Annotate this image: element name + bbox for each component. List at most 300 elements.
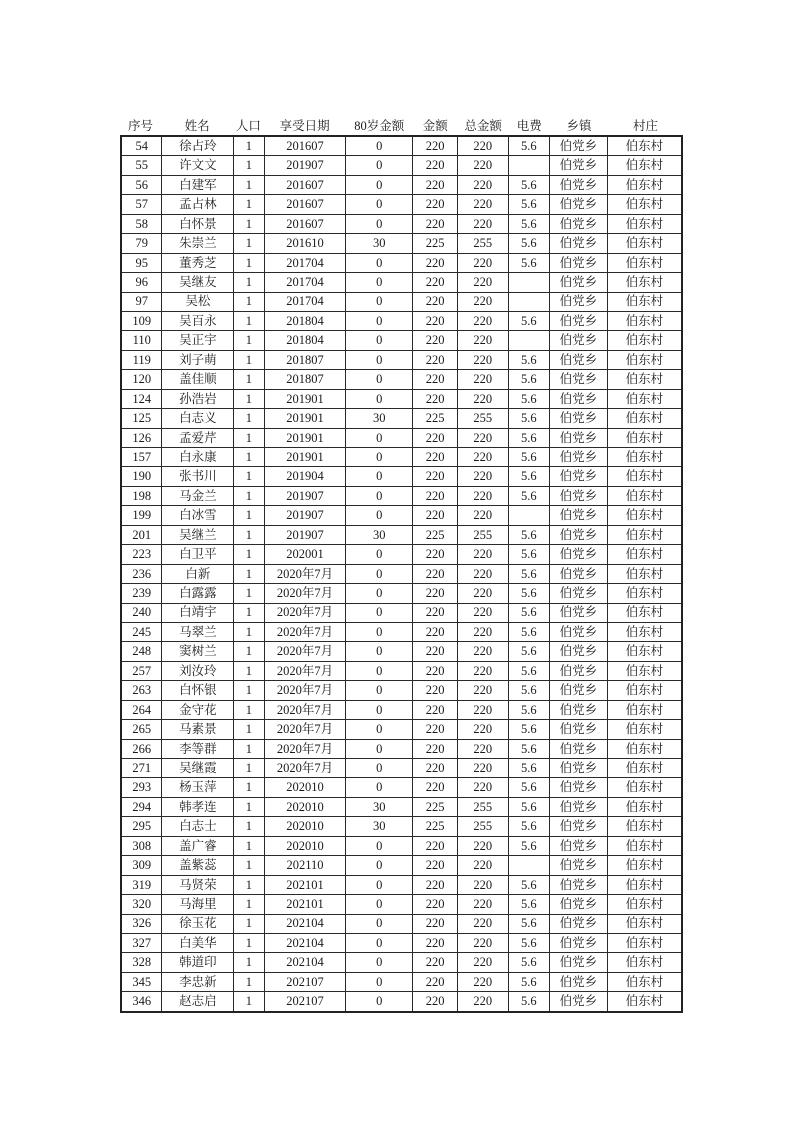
- cell-total: 255: [458, 234, 508, 253]
- cell-fee: 5.6: [508, 545, 550, 564]
- cell-amount: 220: [413, 759, 458, 778]
- cell-name: 许文文: [162, 156, 234, 175]
- cell-name: 孟占林: [162, 195, 234, 214]
- cell-name: 白志义: [162, 409, 234, 428]
- cell-name: 白靖宇: [162, 603, 234, 622]
- cell-date: 202110: [264, 856, 346, 875]
- cell-amount80: 30: [346, 817, 413, 836]
- cell-date: 202104: [264, 933, 346, 952]
- cell-no: 345: [121, 972, 162, 991]
- cell-township: 伯党乡: [550, 642, 608, 661]
- cell-name: 白永康: [162, 448, 234, 467]
- table-row: [121, 273, 682, 292]
- cell-village: 伯东村: [607, 311, 682, 330]
- cell-no: 199: [121, 506, 162, 525]
- cell-population: 1: [234, 681, 264, 700]
- cell-village: 伯东村: [607, 428, 682, 447]
- cell-no: 79: [121, 234, 162, 253]
- cell-village: 伯东村: [607, 467, 682, 486]
- cell-amount80: 0: [346, 720, 413, 739]
- cell-amount80: 0: [346, 195, 413, 214]
- cell-village: 伯东村: [607, 856, 682, 875]
- cell-amount: 220: [413, 700, 458, 719]
- cell-fee: 5.6: [508, 350, 550, 369]
- cell-population: 1: [234, 661, 264, 680]
- cell-fee: [508, 273, 550, 292]
- cell-fee: 5.6: [508, 214, 550, 233]
- cell-date: 201807: [264, 350, 346, 369]
- cell-amount: 220: [413, 253, 458, 272]
- cell-village: 伯东村: [607, 292, 682, 311]
- cell-no: 328: [121, 953, 162, 972]
- cell-fee: 5.6: [508, 253, 550, 272]
- table-row: [121, 292, 682, 311]
- cell-township: 伯党乡: [550, 506, 608, 525]
- cell-village: 伯东村: [607, 564, 682, 583]
- cell-population: 1: [234, 797, 264, 816]
- cell-fee: [508, 292, 550, 311]
- cell-no: 124: [121, 389, 162, 408]
- cell-population: 1: [234, 564, 264, 583]
- table-row: [121, 836, 682, 855]
- cell-population: 1: [234, 895, 264, 914]
- column-header-population: 人口: [235, 119, 261, 133]
- cell-fee: 5.6: [508, 311, 550, 330]
- cell-no: 271: [121, 759, 162, 778]
- cell-village: 伯东村: [607, 545, 682, 564]
- cell-no: 320: [121, 895, 162, 914]
- table-row: [121, 214, 682, 233]
- cell-no: 346: [121, 992, 162, 1012]
- cell-name: 徐占玲: [162, 136, 234, 156]
- table-row: [121, 234, 682, 253]
- cell-fee: [508, 156, 550, 175]
- cell-village: 伯东村: [607, 156, 682, 175]
- cell-date: 202010: [264, 797, 346, 816]
- cell-village: 伯东村: [607, 914, 682, 933]
- cell-township: 伯党乡: [550, 739, 608, 758]
- cell-total: 220: [458, 778, 508, 797]
- cell-name: 刘子萌: [162, 350, 234, 369]
- cell-name: 马金兰: [162, 486, 234, 505]
- cell-amount: 220: [413, 603, 458, 622]
- cell-name: 白冰雪: [162, 506, 234, 525]
- cell-township: 伯党乡: [550, 836, 608, 855]
- cell-township: 伯党乡: [550, 486, 608, 505]
- cell-date: 201804: [264, 331, 346, 350]
- cell-fee: 5.6: [508, 836, 550, 855]
- cell-amount: 220: [413, 350, 458, 369]
- cell-total: 255: [458, 817, 508, 836]
- cell-name: 白卫平: [162, 545, 234, 564]
- cell-population: 1: [234, 953, 264, 972]
- cell-date: 201901: [264, 428, 346, 447]
- cell-amount80: 30: [346, 525, 413, 544]
- cell-village: 伯东村: [607, 273, 682, 292]
- cell-township: 伯党乡: [550, 273, 608, 292]
- column-header-fee: 电费: [516, 119, 542, 133]
- cell-population: 1: [234, 778, 264, 797]
- table-row: [121, 525, 682, 544]
- cell-amount80: 0: [346, 370, 413, 389]
- cell-no: 125: [121, 409, 162, 428]
- cell-township: 伯党乡: [550, 720, 608, 739]
- cell-name: 白露露: [162, 584, 234, 603]
- cell-date: 201901: [264, 409, 346, 428]
- cell-fee: [508, 506, 550, 525]
- cell-total: 220: [458, 720, 508, 739]
- cell-amount80: 0: [346, 681, 413, 700]
- cell-total: 255: [458, 525, 508, 544]
- cell-amount80: 30: [346, 409, 413, 428]
- cell-village: 伯东村: [607, 234, 682, 253]
- table-grid: [120, 135, 683, 1013]
- cell-no: 223: [121, 545, 162, 564]
- cell-village: 伯东村: [607, 389, 682, 408]
- cell-total: 220: [458, 933, 508, 952]
- table-row: [121, 681, 682, 700]
- cell-no: 264: [121, 700, 162, 719]
- table-header-row: [120, 118, 683, 135]
- cell-fee: 5.6: [508, 992, 550, 1012]
- cell-village: 伯东村: [607, 953, 682, 972]
- cell-fee: 5.6: [508, 875, 550, 894]
- cell-total: 220: [458, 953, 508, 972]
- cell-date: 201607: [264, 214, 346, 233]
- cell-amount: 220: [413, 642, 458, 661]
- cell-no: 319: [121, 875, 162, 894]
- cell-village: 伯东村: [607, 136, 682, 156]
- cell-fee: 5.6: [508, 448, 550, 467]
- cell-no: 293: [121, 778, 162, 797]
- cell-total: 220: [458, 467, 508, 486]
- cell-no: 239: [121, 584, 162, 603]
- cell-fee: 5.6: [508, 720, 550, 739]
- cell-no: 57: [121, 195, 162, 214]
- cell-name: 赵志启: [162, 992, 234, 1012]
- cell-name: 韩道印: [162, 953, 234, 972]
- cell-name: 白志士: [162, 817, 234, 836]
- cell-village: 伯东村: [607, 681, 682, 700]
- cell-total: 220: [458, 273, 508, 292]
- cell-no: 248: [121, 642, 162, 661]
- cell-no: 263: [121, 681, 162, 700]
- cell-amount80: 0: [346, 175, 413, 194]
- cell-amount80: 0: [346, 622, 413, 641]
- table-row: [121, 972, 682, 991]
- cell-total: 220: [458, 622, 508, 641]
- table-row: [121, 856, 682, 875]
- cell-fee: 5.6: [508, 661, 550, 680]
- cell-amount: 225: [413, 817, 458, 836]
- cell-amount: 220: [413, 545, 458, 564]
- cell-population: 1: [234, 622, 264, 641]
- cell-village: 伯东村: [607, 253, 682, 272]
- cell-date: 202010: [264, 778, 346, 797]
- cell-total: 220: [458, 486, 508, 505]
- cell-fee: 5.6: [508, 175, 550, 194]
- cell-population: 1: [234, 195, 264, 214]
- cell-total: 220: [458, 253, 508, 272]
- cell-date: 201607: [264, 136, 346, 156]
- cell-name: 吴正宇: [162, 331, 234, 350]
- cell-village: 伯东村: [607, 448, 682, 467]
- cell-population: 1: [234, 817, 264, 836]
- cell-no: 56: [121, 175, 162, 194]
- cell-amount: 220: [413, 661, 458, 680]
- cell-date: 202101: [264, 875, 346, 894]
- cell-total: 220: [458, 389, 508, 408]
- cell-amount: 220: [413, 273, 458, 292]
- cell-date: 202104: [264, 914, 346, 933]
- cell-no: 109: [121, 311, 162, 330]
- cell-amount: 220: [413, 953, 458, 972]
- table-row: [121, 331, 682, 350]
- cell-no: 308: [121, 836, 162, 855]
- cell-total: 220: [458, 681, 508, 700]
- cell-population: 1: [234, 467, 264, 486]
- table-row: [121, 933, 682, 952]
- cell-population: 1: [234, 603, 264, 622]
- cell-village: 伯东村: [607, 817, 682, 836]
- cell-township: 伯党乡: [550, 370, 608, 389]
- cell-township: 伯党乡: [550, 428, 608, 447]
- cell-name: 白怀景: [162, 214, 234, 233]
- cell-population: 1: [234, 836, 264, 855]
- cell-township: 伯党乡: [550, 234, 608, 253]
- cell-amount: 220: [413, 311, 458, 330]
- cell-name: 马翠兰: [162, 622, 234, 641]
- cell-fee: 5.6: [508, 234, 550, 253]
- cell-population: 1: [234, 389, 264, 408]
- cell-population: 1: [234, 253, 264, 272]
- table-row: [121, 778, 682, 797]
- cell-total: 220: [458, 545, 508, 564]
- cell-township: 伯党乡: [550, 350, 608, 369]
- column-header-total: 总金额: [464, 119, 502, 133]
- cell-no: 95: [121, 253, 162, 272]
- cell-no: 240: [121, 603, 162, 622]
- cell-date: 2020年7月: [264, 681, 346, 700]
- cell-township: 伯党乡: [550, 584, 608, 603]
- cell-date: 201907: [264, 525, 346, 544]
- cell-village: 伯东村: [607, 759, 682, 778]
- cell-township: 伯党乡: [550, 292, 608, 311]
- cell-population: 1: [234, 525, 264, 544]
- cell-population: 1: [234, 506, 264, 525]
- cell-township: 伯党乡: [550, 953, 608, 972]
- cell-fee: 5.6: [508, 700, 550, 719]
- cell-fee: 5.6: [508, 914, 550, 933]
- cell-amount80: 0: [346, 875, 413, 894]
- cell-no: 201: [121, 525, 162, 544]
- cell-amount80: 0: [346, 448, 413, 467]
- cell-total: 220: [458, 506, 508, 525]
- cell-village: 伯东村: [607, 175, 682, 194]
- cell-no: 120: [121, 370, 162, 389]
- cell-fee: 5.6: [508, 642, 550, 661]
- cell-fee: [508, 856, 550, 875]
- cell-population: 1: [234, 234, 264, 253]
- cell-amount80: 0: [346, 856, 413, 875]
- cell-no: 257: [121, 661, 162, 680]
- cell-total: 220: [458, 331, 508, 350]
- cell-total: 220: [458, 914, 508, 933]
- cell-village: 伯东村: [607, 486, 682, 505]
- cell-date: 201607: [264, 195, 346, 214]
- table-row: [121, 584, 682, 603]
- cell-township: 伯党乡: [550, 253, 608, 272]
- table-row: [121, 486, 682, 505]
- cell-township: 伯党乡: [550, 895, 608, 914]
- cell-total: 220: [458, 856, 508, 875]
- cell-village: 伯东村: [607, 370, 682, 389]
- cell-date: 2020年7月: [264, 739, 346, 758]
- column-header-amount80: 80岁金额: [354, 119, 405, 133]
- cell-date: 2020年7月: [264, 642, 346, 661]
- table-row: [121, 817, 682, 836]
- cell-township: 伯党乡: [550, 603, 608, 622]
- cell-fee: 5.6: [508, 603, 550, 622]
- table-row: [121, 661, 682, 680]
- cell-population: 1: [234, 933, 264, 952]
- cell-name: 白怀银: [162, 681, 234, 700]
- table-row: [121, 409, 682, 428]
- cell-amount80: 0: [346, 156, 413, 175]
- cell-date: 2020年7月: [264, 661, 346, 680]
- cell-date: 201901: [264, 389, 346, 408]
- cell-township: 伯党乡: [550, 856, 608, 875]
- cell-no: 265: [121, 720, 162, 739]
- cell-population: 1: [234, 759, 264, 778]
- cell-population: 1: [234, 350, 264, 369]
- cell-total: 220: [458, 992, 508, 1012]
- cell-total: 220: [458, 156, 508, 175]
- cell-amount80: 0: [346, 895, 413, 914]
- cell-total: 255: [458, 797, 508, 816]
- cell-total: 220: [458, 428, 508, 447]
- cell-total: 220: [458, 214, 508, 233]
- cell-amount80: 0: [346, 331, 413, 350]
- cell-no: 266: [121, 739, 162, 758]
- cell-population: 1: [234, 273, 264, 292]
- cell-population: 1: [234, 370, 264, 389]
- cell-date: 202107: [264, 972, 346, 991]
- cell-total: 255: [458, 409, 508, 428]
- cell-amount80: 0: [346, 739, 413, 758]
- cell-amount80: 30: [346, 234, 413, 253]
- cell-name: 白美华: [162, 933, 234, 952]
- cell-township: 伯党乡: [550, 389, 608, 408]
- cell-name: 盖佳顺: [162, 370, 234, 389]
- cell-amount: 220: [413, 720, 458, 739]
- cell-fee: 5.6: [508, 933, 550, 952]
- cell-population: 1: [234, 292, 264, 311]
- cell-fee: 5.6: [508, 195, 550, 214]
- cell-amount80: 0: [346, 759, 413, 778]
- cell-township: 伯党乡: [550, 875, 608, 894]
- cell-name: 董秀芝: [162, 253, 234, 272]
- cell-township: 伯党乡: [550, 175, 608, 194]
- cell-amount: 220: [413, 739, 458, 758]
- cell-township: 伯党乡: [550, 622, 608, 641]
- cell-total: 220: [458, 759, 508, 778]
- cell-amount: 220: [413, 156, 458, 175]
- cell-amount80: 0: [346, 467, 413, 486]
- cell-name: 杨玉萍: [162, 778, 234, 797]
- column-header-no: 序号: [128, 119, 154, 133]
- cell-date: 201907: [264, 506, 346, 525]
- cell-fee: 5.6: [508, 622, 550, 641]
- table-row: [121, 175, 682, 194]
- cell-population: 1: [234, 214, 264, 233]
- table-row: [121, 136, 682, 156]
- table-row: [121, 545, 682, 564]
- cell-amount80: 0: [346, 273, 413, 292]
- cell-date: 202107: [264, 992, 346, 1012]
- cell-total: 220: [458, 195, 508, 214]
- cell-total: 220: [458, 836, 508, 855]
- cell-amount80: 0: [346, 564, 413, 583]
- cell-population: 1: [234, 875, 264, 894]
- cell-population: 1: [234, 972, 264, 991]
- cell-fee: 5.6: [508, 681, 550, 700]
- cell-township: 伯党乡: [550, 545, 608, 564]
- cell-township: 伯党乡: [550, 661, 608, 680]
- table-row: [121, 195, 682, 214]
- cell-name: 金守花: [162, 700, 234, 719]
- cell-total: 220: [458, 564, 508, 583]
- cell-amount80: 0: [346, 292, 413, 311]
- cell-no: 55: [121, 156, 162, 175]
- cell-fee: 5.6: [508, 817, 550, 836]
- cell-township: 伯党乡: [550, 700, 608, 719]
- cell-township: 伯党乡: [550, 136, 608, 156]
- cell-total: 220: [458, 972, 508, 991]
- cell-name: 吴松: [162, 292, 234, 311]
- cell-township: 伯党乡: [550, 992, 608, 1012]
- cell-population: 1: [234, 136, 264, 156]
- cell-amount80: 0: [346, 545, 413, 564]
- cell-name: 吴继友: [162, 273, 234, 292]
- cell-amount: 220: [413, 584, 458, 603]
- cell-village: 伯东村: [607, 331, 682, 350]
- cell-amount80: 0: [346, 972, 413, 991]
- cell-township: 伯党乡: [550, 525, 608, 544]
- cell-village: 伯东村: [607, 642, 682, 661]
- cell-population: 1: [234, 331, 264, 350]
- table-row: [121, 467, 682, 486]
- table-row: [121, 739, 682, 758]
- column-header-township: 乡镇: [566, 119, 592, 133]
- cell-name: 李等群: [162, 739, 234, 758]
- cell-amount80: 0: [346, 914, 413, 933]
- cell-name: 白新: [162, 564, 234, 583]
- cell-amount80: 0: [346, 428, 413, 447]
- cell-amount: 220: [413, 467, 458, 486]
- cell-amount80: 0: [346, 700, 413, 719]
- cell-total: 220: [458, 311, 508, 330]
- cell-amount80: 0: [346, 506, 413, 525]
- cell-fee: 5.6: [508, 428, 550, 447]
- cell-township: 伯党乡: [550, 778, 608, 797]
- cell-township: 伯党乡: [550, 311, 608, 330]
- cell-name: 吴继兰: [162, 525, 234, 544]
- cell-total: 220: [458, 661, 508, 680]
- cell-amount: 220: [413, 836, 458, 855]
- cell-no: 198: [121, 486, 162, 505]
- cell-name: 吴继霞: [162, 759, 234, 778]
